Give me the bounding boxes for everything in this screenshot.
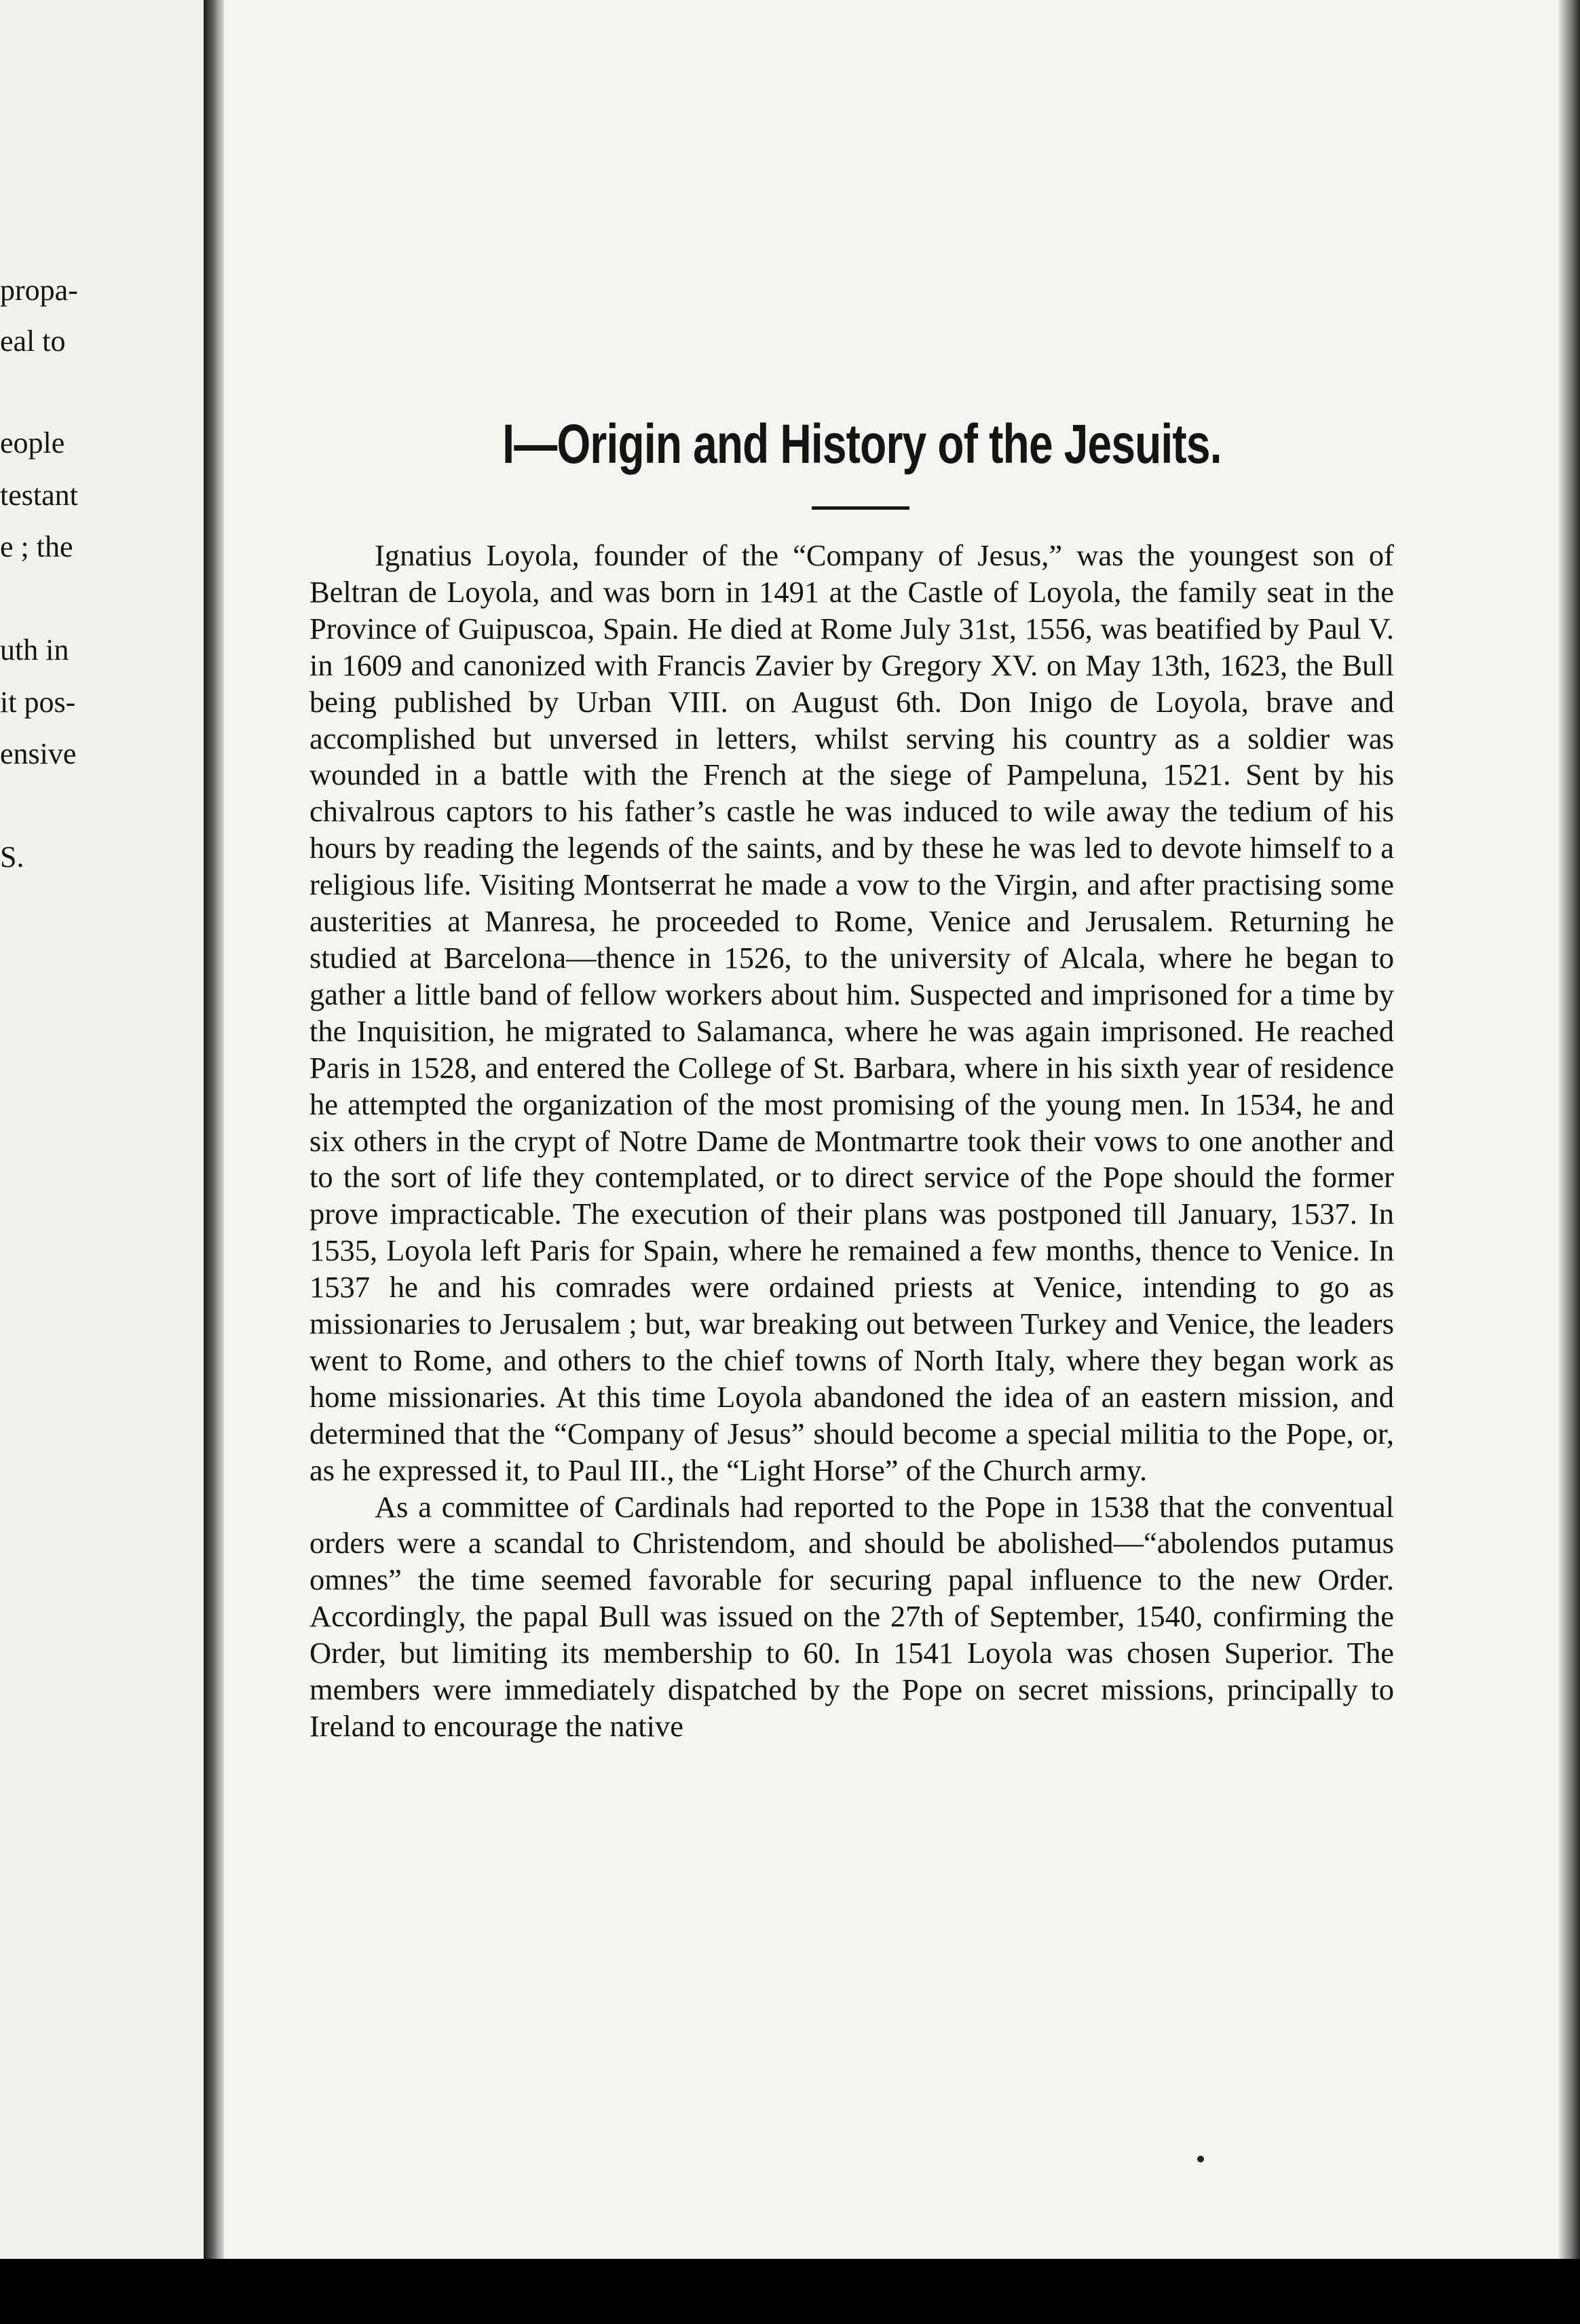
article-body (309, 538, 1394, 1745)
ink-speck (1197, 2156, 1204, 2162)
left-page-fragment: eople (0, 426, 65, 460)
page-gutter (204, 0, 224, 2259)
paragraph: Ignatius Loyola, founder of the “Company of Jesus,” was the youngest son of Beltran de Loyola, and was born in 1491 at the Castle of Loyola, the family seat in the Province of Guipuscoa, Spain. He died at Rome July 31st, 1556, was beatified by Paul V. in 1609 and canonized with Francis Zavier by Gregory XV. on May 13th, 1623, the Bull being published by Urban VIII. on August 6th. Don Inigo de Loyola, brave and accomplished but unversed in letters, whilst serving his country as a soldier was wounded in a battle with the French at the siege of Pampeluna, 1521. Sent by his chivalrous captors to his father’s castle he was induced to wile away the tedium of his hours by reading the legends of the saints, and by these he was led to devote himself to a religious life. Visiting Montserrat he made a vow to the Virgin, and after practising some austerities at Manresa, he proceeded to Rome, Venice and Jerusalem. Returning he studied at Barcelona—thence in 1526, to the university of Alcala, where he began to gather a little band of fellow workers about him. Suspected and imprisoned for a time by the Inquisition, he migrated to Salamanca, where he was again imprisoned. He reached Paris in 1528, and entered the College of St. Barbara, where in his sixth year of residence he attempted the organization of the most promising of the young men. In 1534, he and six others in the crypt of Notre Dame de Montmartre took their vows to one another and to the sort of life they contemplated, or to direct service of the Pope should the former prove impracticable. The execution of their plans was postponed till January, 1537. In 1535, Loyola left Paris for Spain, where he remained a few months, thence to Venice. In 1537 he and his comrades were ordained priests at Venice, intending to go as missionaries to Jerusalem ; but, war breaking out between Turkey and Venice, the leaders went to Rome, and others to the chief towns of North Italy, where they began work as home missionaries. At this time Loyola abandoned the idea of an eastern mission, and determined that the “Company of Jesus” should become a special militia to the Pope, or, as he expressed it, to Paul III., the “Light Horse” of the Church army. (309, 538, 1394, 1487)
paragraph: As a committee of Cardinals had reported to the Pope in 1538 that the conventual orders were a scandal to Christendom, and should be abolished—“abolendos putamus omnes” the time seemed favorable for securing papal influence to the new Order. Accordingly, the papal Bull was issued on the 27th of September, 1540, confirming the Order, but limiting its membership to 60. In 1541 Loyola was chosen Superior. The members were immediately dispatched by the Pope on secret missions, principally to Ireland to encourage the native (309, 1489, 1394, 1743)
left-page-fragment: S. (0, 840, 24, 874)
left-page-fragment: uth in (0, 633, 69, 667)
left-page-fragment: eal to (0, 324, 66, 358)
right-page-edge (1558, 0, 1580, 2259)
left-page-margin (0, 0, 204, 2259)
left-page-fragment: propa- (0, 274, 78, 307)
article-title: I—Origin and History of the Jesuits. (502, 413, 1222, 475)
left-page-fragment: ensive (0, 737, 77, 770)
left-page-fragment: e ; the (0, 530, 73, 563)
title-divider (812, 506, 909, 510)
scan-border-bottom (0, 2259, 1580, 2324)
left-page-fragment: testant (0, 479, 78, 512)
left-page-fragment: it pos- (0, 686, 76, 719)
